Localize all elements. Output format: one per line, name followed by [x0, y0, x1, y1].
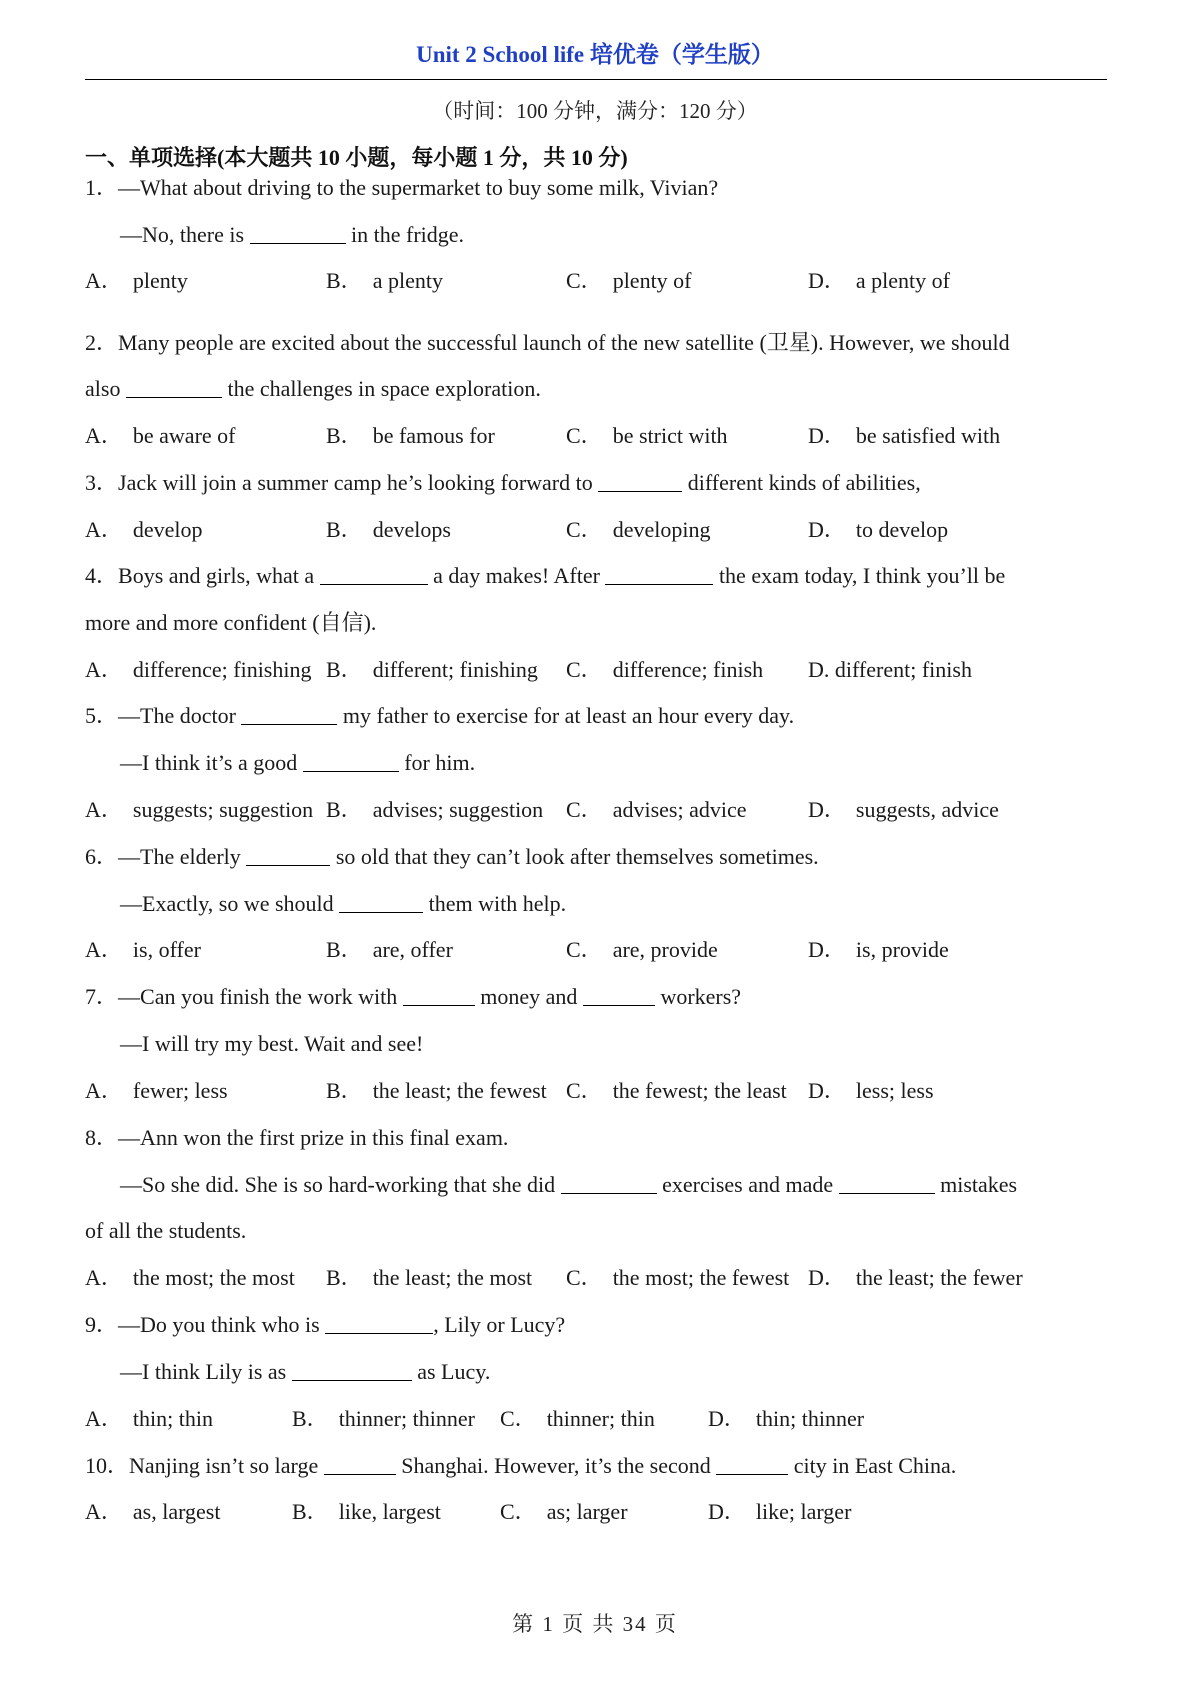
question-7-option-b: B． the least; the fewest: [326, 1078, 547, 1103]
question-10-line-1: 10．Nanjing isn’t so large Shanghai. However, it’s the second city in East China.: [85, 1453, 957, 1478]
answer-blank: [716, 1454, 788, 1475]
question-6-line-2: —Exactly, so we should them with help.: [120, 891, 567, 916]
question-4-option-c: C． difference; finish: [566, 657, 764, 682]
question-6-option-b: B． are, offer: [326, 937, 453, 962]
question-text: —What about driving to the supermarket to buy some milk, Vivian?: [118, 175, 719, 200]
question-6-option-c: C． are, provide: [566, 937, 718, 962]
answer-blank: [303, 751, 399, 772]
question-8-line-3: of all the students.: [85, 1218, 247, 1243]
question-5-option-d: D． suggests, advice: [808, 797, 999, 822]
question-7-option-c: C． the fewest; the least: [566, 1078, 787, 1103]
answer-blank: [320, 564, 428, 585]
question-5-line-2: —I think it’s a good for him.: [120, 750, 476, 775]
exam-time-info: （时间：100 分钟，满分：120 分）: [432, 99, 758, 123]
question-text: —No, there is: [120, 222, 250, 247]
question-3-line-1: 3．Jack will join a summer camp he’s looking forward to different kinds of abilities,: [85, 470, 921, 495]
answer-blank: [605, 564, 713, 585]
question-6-option-a: A． is, offer: [85, 937, 201, 962]
question-9-option-a: A． thin; thin: [85, 1406, 213, 1431]
question-9-option-b: B． thinner; thinner: [292, 1406, 475, 1431]
question-8-option-d: D． the least; the fewer: [808, 1265, 1023, 1290]
question-8-line-1: 8．—Ann won the first prize in this final exam.: [85, 1125, 509, 1150]
question-number: 1．: [85, 175, 119, 200]
question-1-line-1: [85, 173, 718, 203]
question-8-option-c: C． the most; the fewest: [566, 1265, 790, 1290]
question-7-line-2: —I will try my best. Wait and see!: [120, 1031, 424, 1056]
question-5-option-c: C． advises; advice: [566, 797, 747, 822]
question-1-line-2: [120, 220, 464, 250]
question-7-line-1: 7．—Can you finish the work with money and workers?: [85, 984, 742, 1009]
question-2-line-1: 2．Many people are excited about the successful launch of the new satellite (卫星). However, we should: [85, 330, 1010, 355]
question-8-option-a: A． the most; the most: [85, 1265, 295, 1290]
answer-blank: [241, 704, 337, 725]
answer-blank: [126, 377, 222, 398]
question-5-line-1: 5．—The doctor my father to exercise for at least an hour every day.: [85, 703, 795, 728]
question-2-option-b: B． be famous for: [326, 423, 495, 448]
question-1-option-d: D． a plenty of: [808, 268, 950, 293]
question-text: Many people are excited about the successful launch of the new satellite (卫星). However, we should: [118, 330, 1010, 355]
question-8-line-2: —So she did. She is so hard-working that she did exercises and made mistakes: [120, 1172, 1018, 1197]
answer-blank: [561, 1173, 657, 1194]
question-2-option-c: C． be strict with: [566, 423, 728, 448]
question-4-line-2: more and more confident (自信).: [85, 610, 377, 635]
answer-blank: [403, 985, 475, 1006]
question-5-option-b: B． advises; suggestion: [326, 797, 544, 822]
question-7-option-d: D． less; less: [808, 1078, 934, 1103]
question-3-option-a: A． develop: [85, 517, 203, 542]
question-5-option-a: A． suggests; suggestion: [85, 797, 314, 822]
answer-blank: [598, 471, 682, 492]
question-2-option-a: A． be aware of: [85, 423, 236, 448]
question-10-option-d: D． like; larger: [708, 1499, 852, 1524]
question-1-option-a: A． plenty: [85, 268, 188, 293]
question-9-option-c: C． thinner; thin: [500, 1406, 655, 1431]
answer-blank: [839, 1173, 935, 1194]
question-6-option-d: D． is, provide: [808, 937, 949, 962]
question-9-option-d: D． thin; thinner: [708, 1406, 865, 1431]
answer-blank: [292, 1360, 412, 1381]
document-title: Unit 2 School life 培优卷（学生版）: [416, 42, 774, 67]
question-4-option-d: D. different; finish: [808, 657, 972, 682]
question-3-option-d: D． to develop: [808, 517, 949, 542]
answer-blank: [246, 845, 330, 866]
answer-blank: [324, 1454, 396, 1475]
question-4-option-b: B． different; finishing: [326, 657, 538, 682]
question-10-option-a: A． as, largest: [85, 1499, 221, 1524]
answer-blank: [250, 223, 346, 244]
answer-blank: [339, 892, 423, 913]
question-3-option-c: C． developing: [566, 517, 711, 542]
question-4-option-a: A． difference; finishing: [85, 657, 312, 682]
page-number: 第 1 页 共 34 页: [512, 1612, 678, 1636]
question-9-line-2: —I think Lily is as as Lucy.: [120, 1359, 491, 1384]
question-text: in the fridge.: [345, 222, 465, 247]
question-7-option-a: A． fewer; less: [85, 1078, 228, 1103]
question-10-option-b: B． like, largest: [292, 1499, 441, 1524]
question-1-option-b: B． a plenty: [326, 268, 443, 293]
question-4-line-1: 4．Boys and girls, what a a day makes! After the exam today, I think you’ll be: [85, 563, 1006, 588]
question-6-line-1: 6．—The elderly so old that they can’t look after themselves sometimes.: [85, 844, 819, 869]
answer-blank: [325, 1313, 433, 1334]
question-1-option-c: C． plenty of: [566, 268, 692, 293]
answer-blank: [583, 985, 655, 1006]
section-heading: 一、单项选择(本大题共 10 小题，每小题 1 分，共 10 分): [85, 145, 628, 170]
title-divider: [85, 79, 1107, 80]
question-8-option-b: B． the least; the most: [326, 1265, 533, 1290]
question-2-line-2: also the challenges in space exploration.: [85, 376, 541, 401]
question-10-option-c: C． as; larger: [500, 1499, 628, 1524]
question-2-option-d: D． be satisfied with: [808, 423, 1001, 448]
question-3-option-b: B． develops: [326, 517, 451, 542]
question-9-line-1: 9．—Do you think who is , Lily or Lucy?: [85, 1312, 566, 1337]
